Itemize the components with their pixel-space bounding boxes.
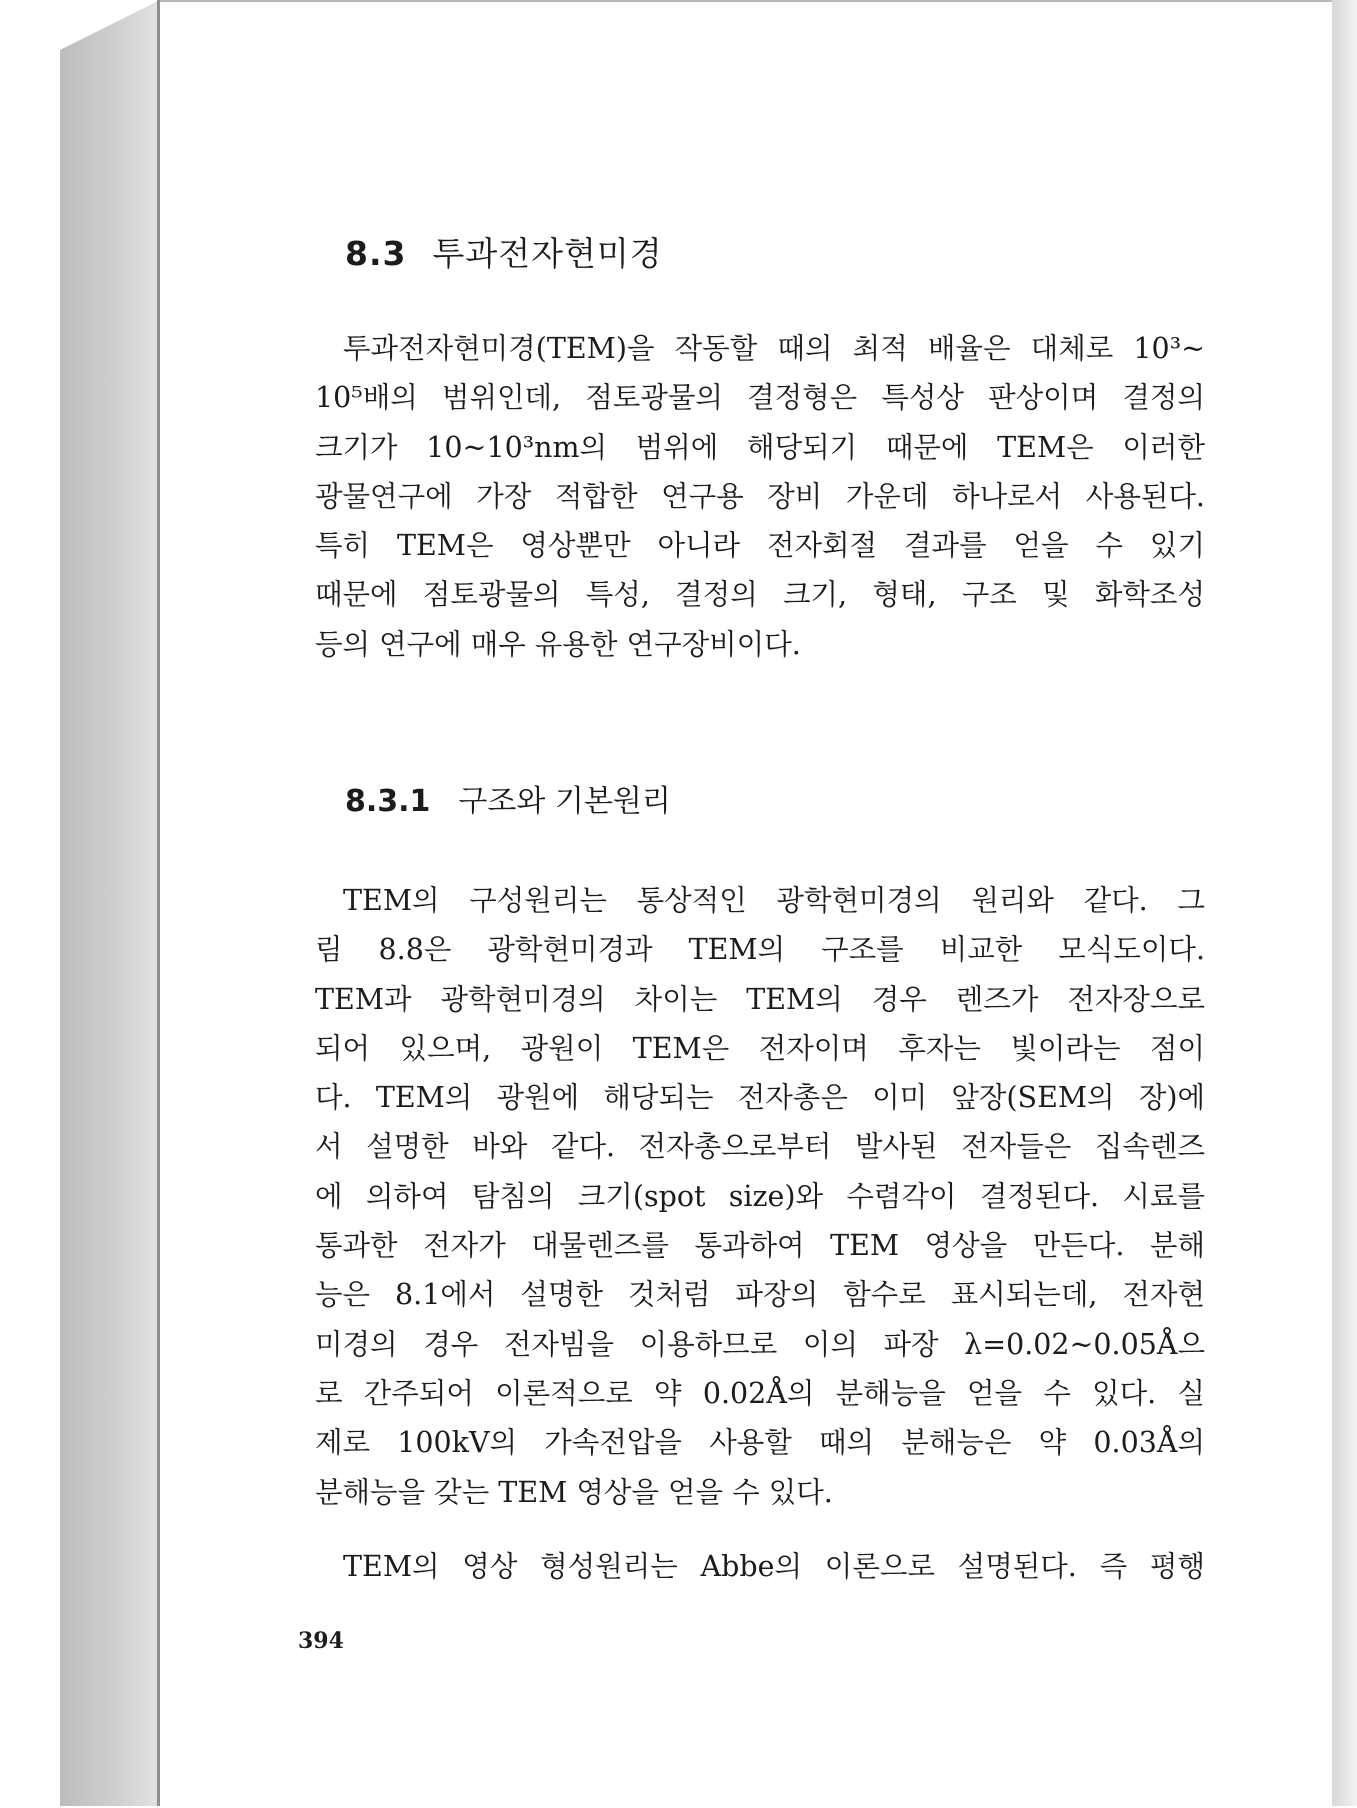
book-spine bbox=[60, 0, 160, 1806]
paragraph-line: TEM의 영상 형성원리는 Abbe의 이론으로 설명된다. 즉 평행 bbox=[343, 1550, 1205, 1583]
subsection-heading bbox=[345, 776, 671, 820]
paragraph-line: TEM의 구성원리는 통상적인 광학현미경의 원리와 같다. 그 bbox=[343, 884, 1205, 917]
paragraph-line: 등의 연구에 매우 유용한 연구장비이다. bbox=[315, 627, 801, 661]
subsection-number: 8.3.1 bbox=[345, 784, 431, 819]
page-edge-shadow bbox=[1332, 0, 1357, 1806]
abbe-paragraph bbox=[315, 1542, 1205, 1591]
paragraph-line: 통과한 전자가 대물렌즈를 통과하여 TEM 영상을 만든다. 분해 bbox=[315, 1229, 1205, 1263]
paragraph-line: 제로 100kV의 가속전압을 사용할 때의 분해능은 약 0.03Å의 bbox=[315, 1426, 1205, 1460]
section-title: 투과전자현미경 bbox=[432, 234, 663, 273]
paragraph-line: 능은 8.1에서 설명한 것처럼 파장의 함수로 표시되는데, 전자현 bbox=[315, 1278, 1205, 1312]
section-number: 8.3 bbox=[345, 234, 407, 273]
subsection-title: 구조와 기본원리 bbox=[458, 784, 671, 819]
paragraph-line: 투과전자현미경(TEM)을 작동할 때의 최적 배율은 대체로 10³~ bbox=[343, 332, 1205, 365]
paragraph-line: 분해능을 갖는 TEM 영상을 얻을 수 있다. bbox=[315, 1475, 833, 1509]
intro-paragraph bbox=[315, 324, 1205, 669]
page-number: 394 bbox=[298, 1628, 344, 1654]
paragraph-line: 다. TEM의 광원에 해당되는 전자총은 이미 앞장(SEM의 장)에 bbox=[315, 1081, 1205, 1115]
paragraph-line: 광물연구에 가장 적합한 연구용 장비 가운데 하나로서 사용된다. bbox=[315, 479, 1205, 513]
paragraph-line: 로 간주되어 이론적으로 약 0.02Å의 분해능을 얻을 수 있다. 실 bbox=[315, 1376, 1205, 1410]
section-heading bbox=[345, 228, 663, 275]
paragraph-line: 에 의하여 탐침의 크기(spot size)와 수렴각이 결정된다. 시료를 bbox=[315, 1179, 1205, 1213]
structure-paragraph bbox=[315, 876, 1205, 1517]
paragraph-line: 되어 있으며, 광원이 TEM은 전자이며 후자는 빛이라는 점이 bbox=[315, 1031, 1205, 1065]
paragraph-line: 림 8.8은 광학현미경과 TEM의 구조를 비교한 모식도이다. bbox=[315, 933, 1205, 967]
paragraph-line: 때문에 점토광물의 특성, 결정의 크기, 형태, 구조 및 화학조성 bbox=[315, 578, 1205, 612]
paragraph-line: 크기가 10~10³nm의 범위에 해당되기 때문에 TEM은 이러한 bbox=[315, 430, 1205, 464]
paragraph-line: 미경의 경우 전자빔을 이용하므로 이의 파장 λ=0.02~0.05Å으 bbox=[315, 1327, 1205, 1361]
paragraph-line: 서 설명한 바와 같다. 전자총으로부터 발사된 전자들은 집속렌즈 bbox=[315, 1130, 1205, 1164]
paragraph-line: 10⁵배의 범위인데, 점토광물의 결정형은 특성상 판상이며 결정의 bbox=[315, 381, 1205, 415]
paragraph-line: 특히 TEM은 영상뿐만 아니라 전자회절 결과를 얻을 수 있기 bbox=[315, 529, 1205, 563]
paragraph-line: TEM과 광학현미경의 차이는 TEM의 경우 렌즈가 전자장으로 bbox=[315, 982, 1205, 1016]
